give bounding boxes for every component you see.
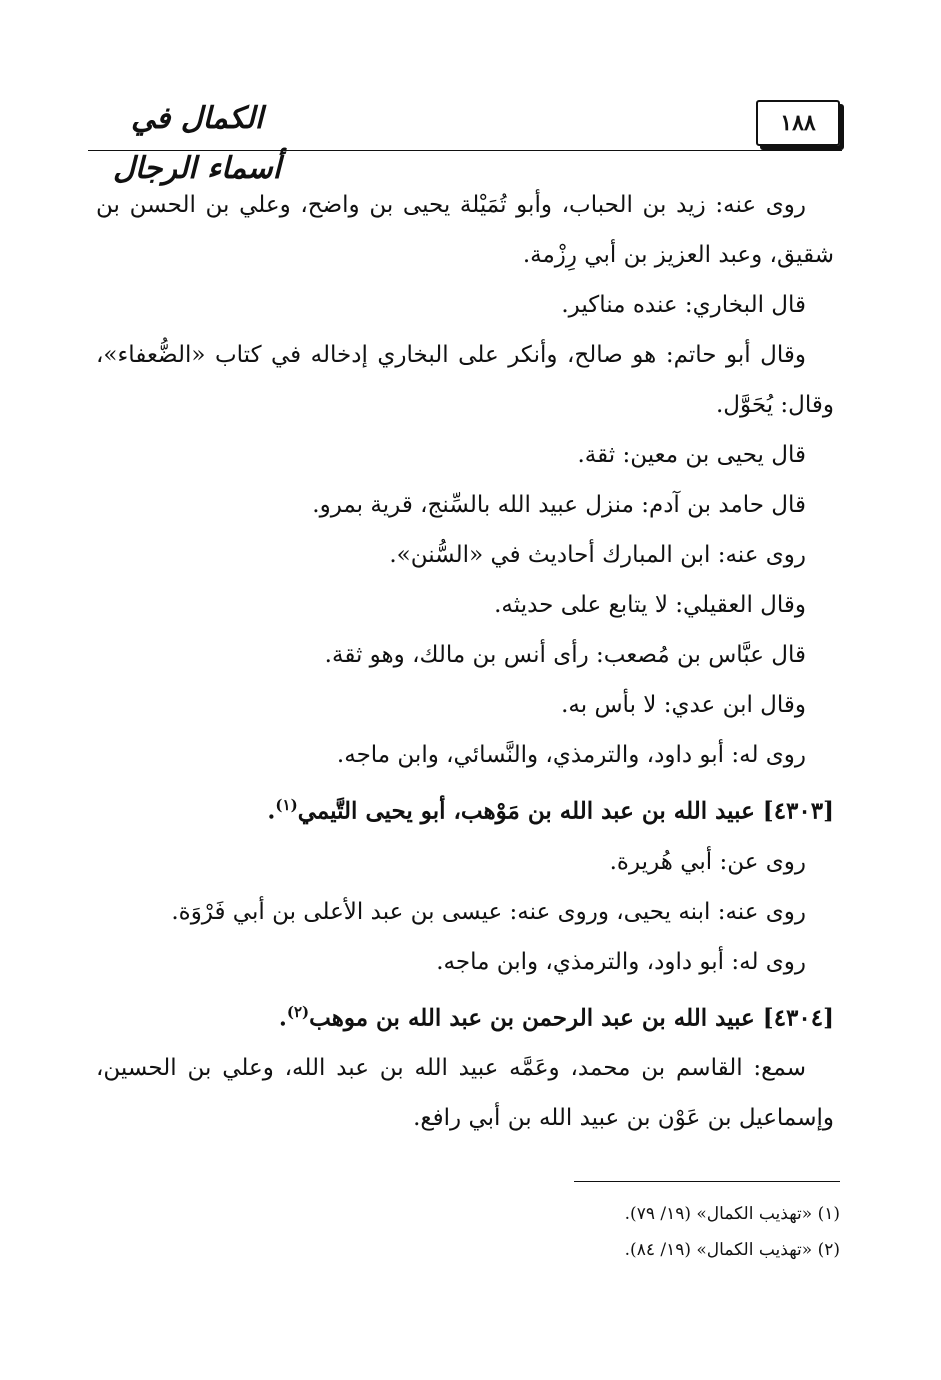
footnote: (٢) «تهذيب الكمال» (١٩/ ٨٤). <box>624 1240 840 1260</box>
paragraph: قال يحيى بن معين: ثقة. <box>577 442 806 468</box>
paragraph: وقال ابن عدي: لا بأس به. <box>561 692 806 718</box>
entry-heading-4304 <box>96 987 834 1044</box>
paragraph: روى له: أبو داود، والترمذي، وابن ماجه. <box>436 948 806 975</box>
footnotes <box>96 1196 840 1268</box>
page-number: ١٨٨ <box>756 100 840 146</box>
footnote-marker: (٢) <box>286 1002 310 1021</box>
paragraph: سمع: القاسم بن محمد، وعَمَّه عبيد الله بن عبد الله، وعلي بن الحسين، وإسماعيل بن عَوْن بن عبيد الله بن أبي رافع. <box>96 1055 834 1132</box>
book-title-calligraphy: الكمال في أسماء الرجال <box>112 101 282 186</box>
paragraph: وقال العقيلي: لا يتابع على حديثه. <box>494 592 806 618</box>
entry-heading-text: [٤٣٠٣] عبيد الله بن عبد الله بن مَوْهب، أبو يحيى التَّيمي <box>297 797 834 825</box>
paragraph: روى عن: أبي هُريرة. <box>609 848 806 875</box>
entry-heading-end: . <box>278 1004 287 1032</box>
footnote: (١) «تهذيب الكمال» (١٩/ ٧٩). <box>624 1204 840 1224</box>
paragraph: روى له: أبو داود، والترمذي، والنَّسائي، وابن ماجه. <box>336 742 806 768</box>
paragraph: قال البخاري: عنده مناكير. <box>561 292 806 318</box>
paragraph: روى عنه: زيد بن الحباب، وأبو تُمَيْلة يحيى بن واضح، وعلي بن الحسن بن شقيق، وعبد العزيز بن أبي رِزْمة. <box>96 192 834 268</box>
header-rule <box>88 150 842 151</box>
footnote-separator <box>574 1181 840 1182</box>
paragraph: قال عبَّاس بن مُصعب: رأى أنس بن مالك، وهو ثقة. <box>324 642 806 668</box>
entry-heading-4303 <box>96 780 834 837</box>
main-text <box>96 180 834 1143</box>
running-header <box>88 92 842 186</box>
footnote-marker: (١) <box>275 796 298 814</box>
paragraph: قال حامد بن آدم: منزل عبيد الله بالسِّنج، قرية بمرو. <box>312 492 806 518</box>
paragraph: روى عنه: ابنه يحيى، وروى عنه: عيسى بن عبد الأعلى بن أبي فَرْوَة. <box>171 898 806 925</box>
paragraph: وقال أبو حاتم: هو صالح، وأنكر على البخاري إدخاله في كتاب «الضُّعفاء»، وقال: يُحَوَّل. <box>96 342 834 418</box>
entry-heading-text: [٤٣٠٤] عبيد الله بن عبد الرحمن بن عبد الله بن موهب <box>309 1004 834 1032</box>
paragraph: روى عنه: ابن المبارك أحاديث في «السُّنن». <box>389 542 806 568</box>
entry-heading-end: . <box>267 797 276 825</box>
